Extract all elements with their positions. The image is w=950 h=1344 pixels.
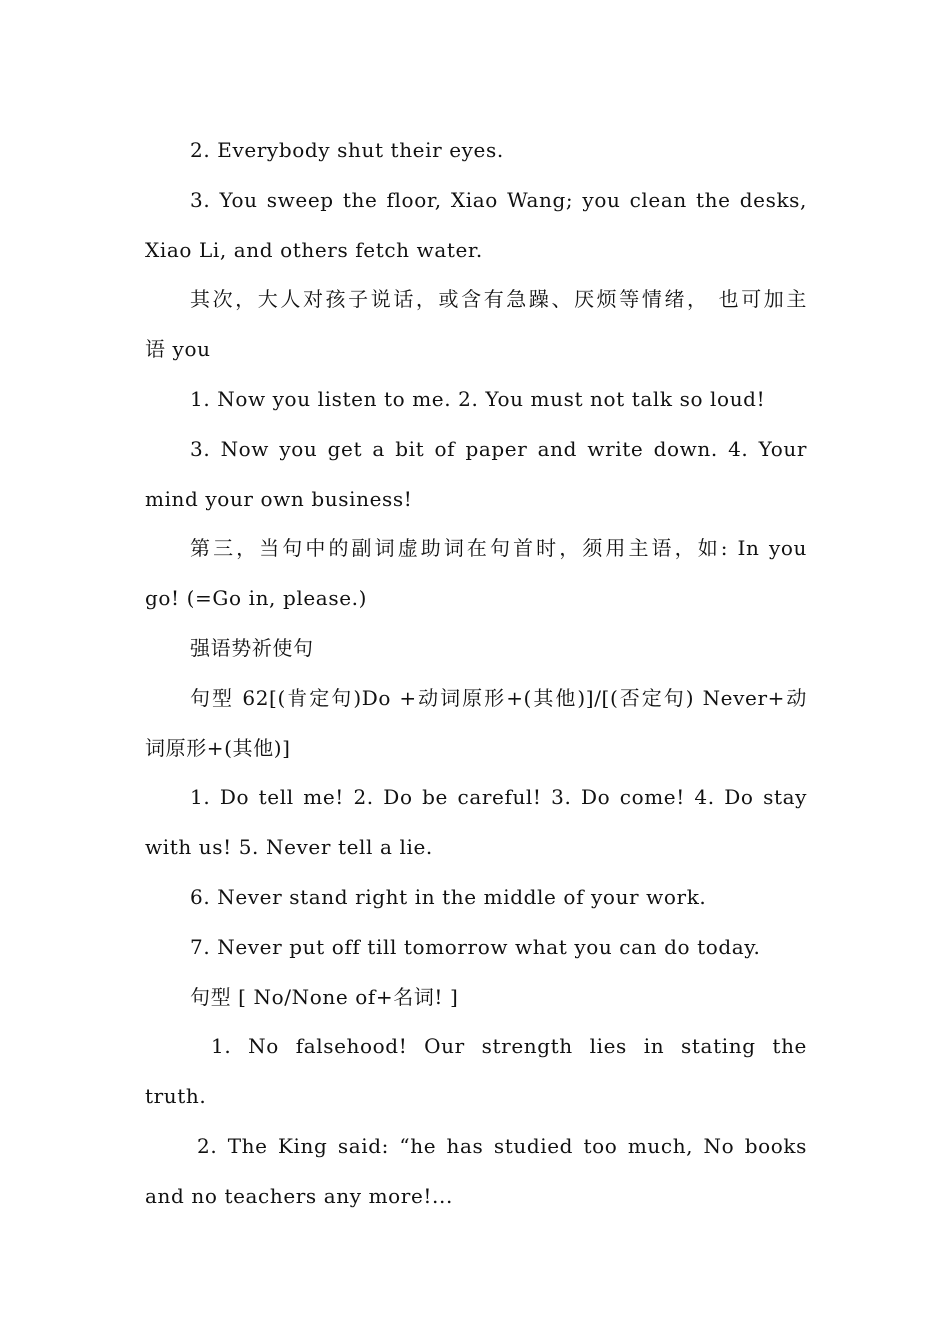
paragraph: [145, 773, 807, 873]
text-line: 1. No falsehood! Our strength lies in stating the: [211, 1034, 807, 1059]
text-line: 2. Everybody shut their eyes.: [190, 138, 504, 162]
text-line: 1. Now you listen to me. 2. You must not talk so loud!: [190, 386, 766, 411]
text-line: 句型 [ No/None of+名词! ]: [190, 984, 459, 1009]
text-line: truth.: [145, 1084, 207, 1109]
paragraph: [145, 1122, 807, 1222]
text-line: 3. Now you get a bit of paper and write down. 4. Your: [190, 436, 807, 461]
text-line: 6. Never stand right in the middle of your work.: [190, 884, 707, 909]
paragraph: [145, 425, 807, 525]
paragraph: [145, 674, 807, 774]
text-line: 2. The King said: “he has studied too much, No books: [197, 1133, 807, 1158]
text-line: with us! 5. Never tell a lie.: [145, 835, 433, 860]
text-line: 1. Do tell me! 2. Do be careful! 3. Do come! 4. Do stay: [190, 785, 807, 810]
paragraph: [145, 176, 807, 276]
text-line: mind your own business!: [145, 486, 413, 511]
paragraph: [145, 275, 807, 375]
paragraph: [145, 126, 807, 176]
paragraph: [145, 923, 807, 973]
paragraph: [145, 524, 807, 624]
text-line: 语 you: [145, 337, 211, 362]
text-line: 7. Never put off till tomorrow what you can do today.: [190, 934, 761, 959]
text-line: 句型 62[(肯定句)Do +动词原形+(其他)]/[(否定句) Never+动: [190, 685, 807, 710]
section-heading: 强语势祈使句: [190, 635, 314, 660]
text-line: and no teachers any more!...: [145, 1183, 453, 1208]
paragraph: [145, 624, 807, 674]
text-line: 其次，大人对孩子说话，或含有急躁、厌烦等情绪， 也可加主: [190, 287, 807, 312]
document-body: [145, 126, 807, 1222]
paragraph: [145, 375, 807, 425]
paragraph: [145, 1022, 807, 1122]
text-line: 第三，当句中的副词虚助词在句首时，须用主语，如: In you: [190, 536, 807, 561]
text-line: go! (=Go in, please.): [145, 586, 367, 611]
text-line: 词原形+(其他)]: [145, 735, 291, 760]
paragraph: [145, 973, 807, 1023]
text-line: Xiao Li, and others fetch water.: [145, 237, 483, 262]
paragraph: [145, 873, 807, 923]
text-line: 3. You sweep the floor, Xiao Wang; you clean the desks,: [190, 187, 807, 212]
